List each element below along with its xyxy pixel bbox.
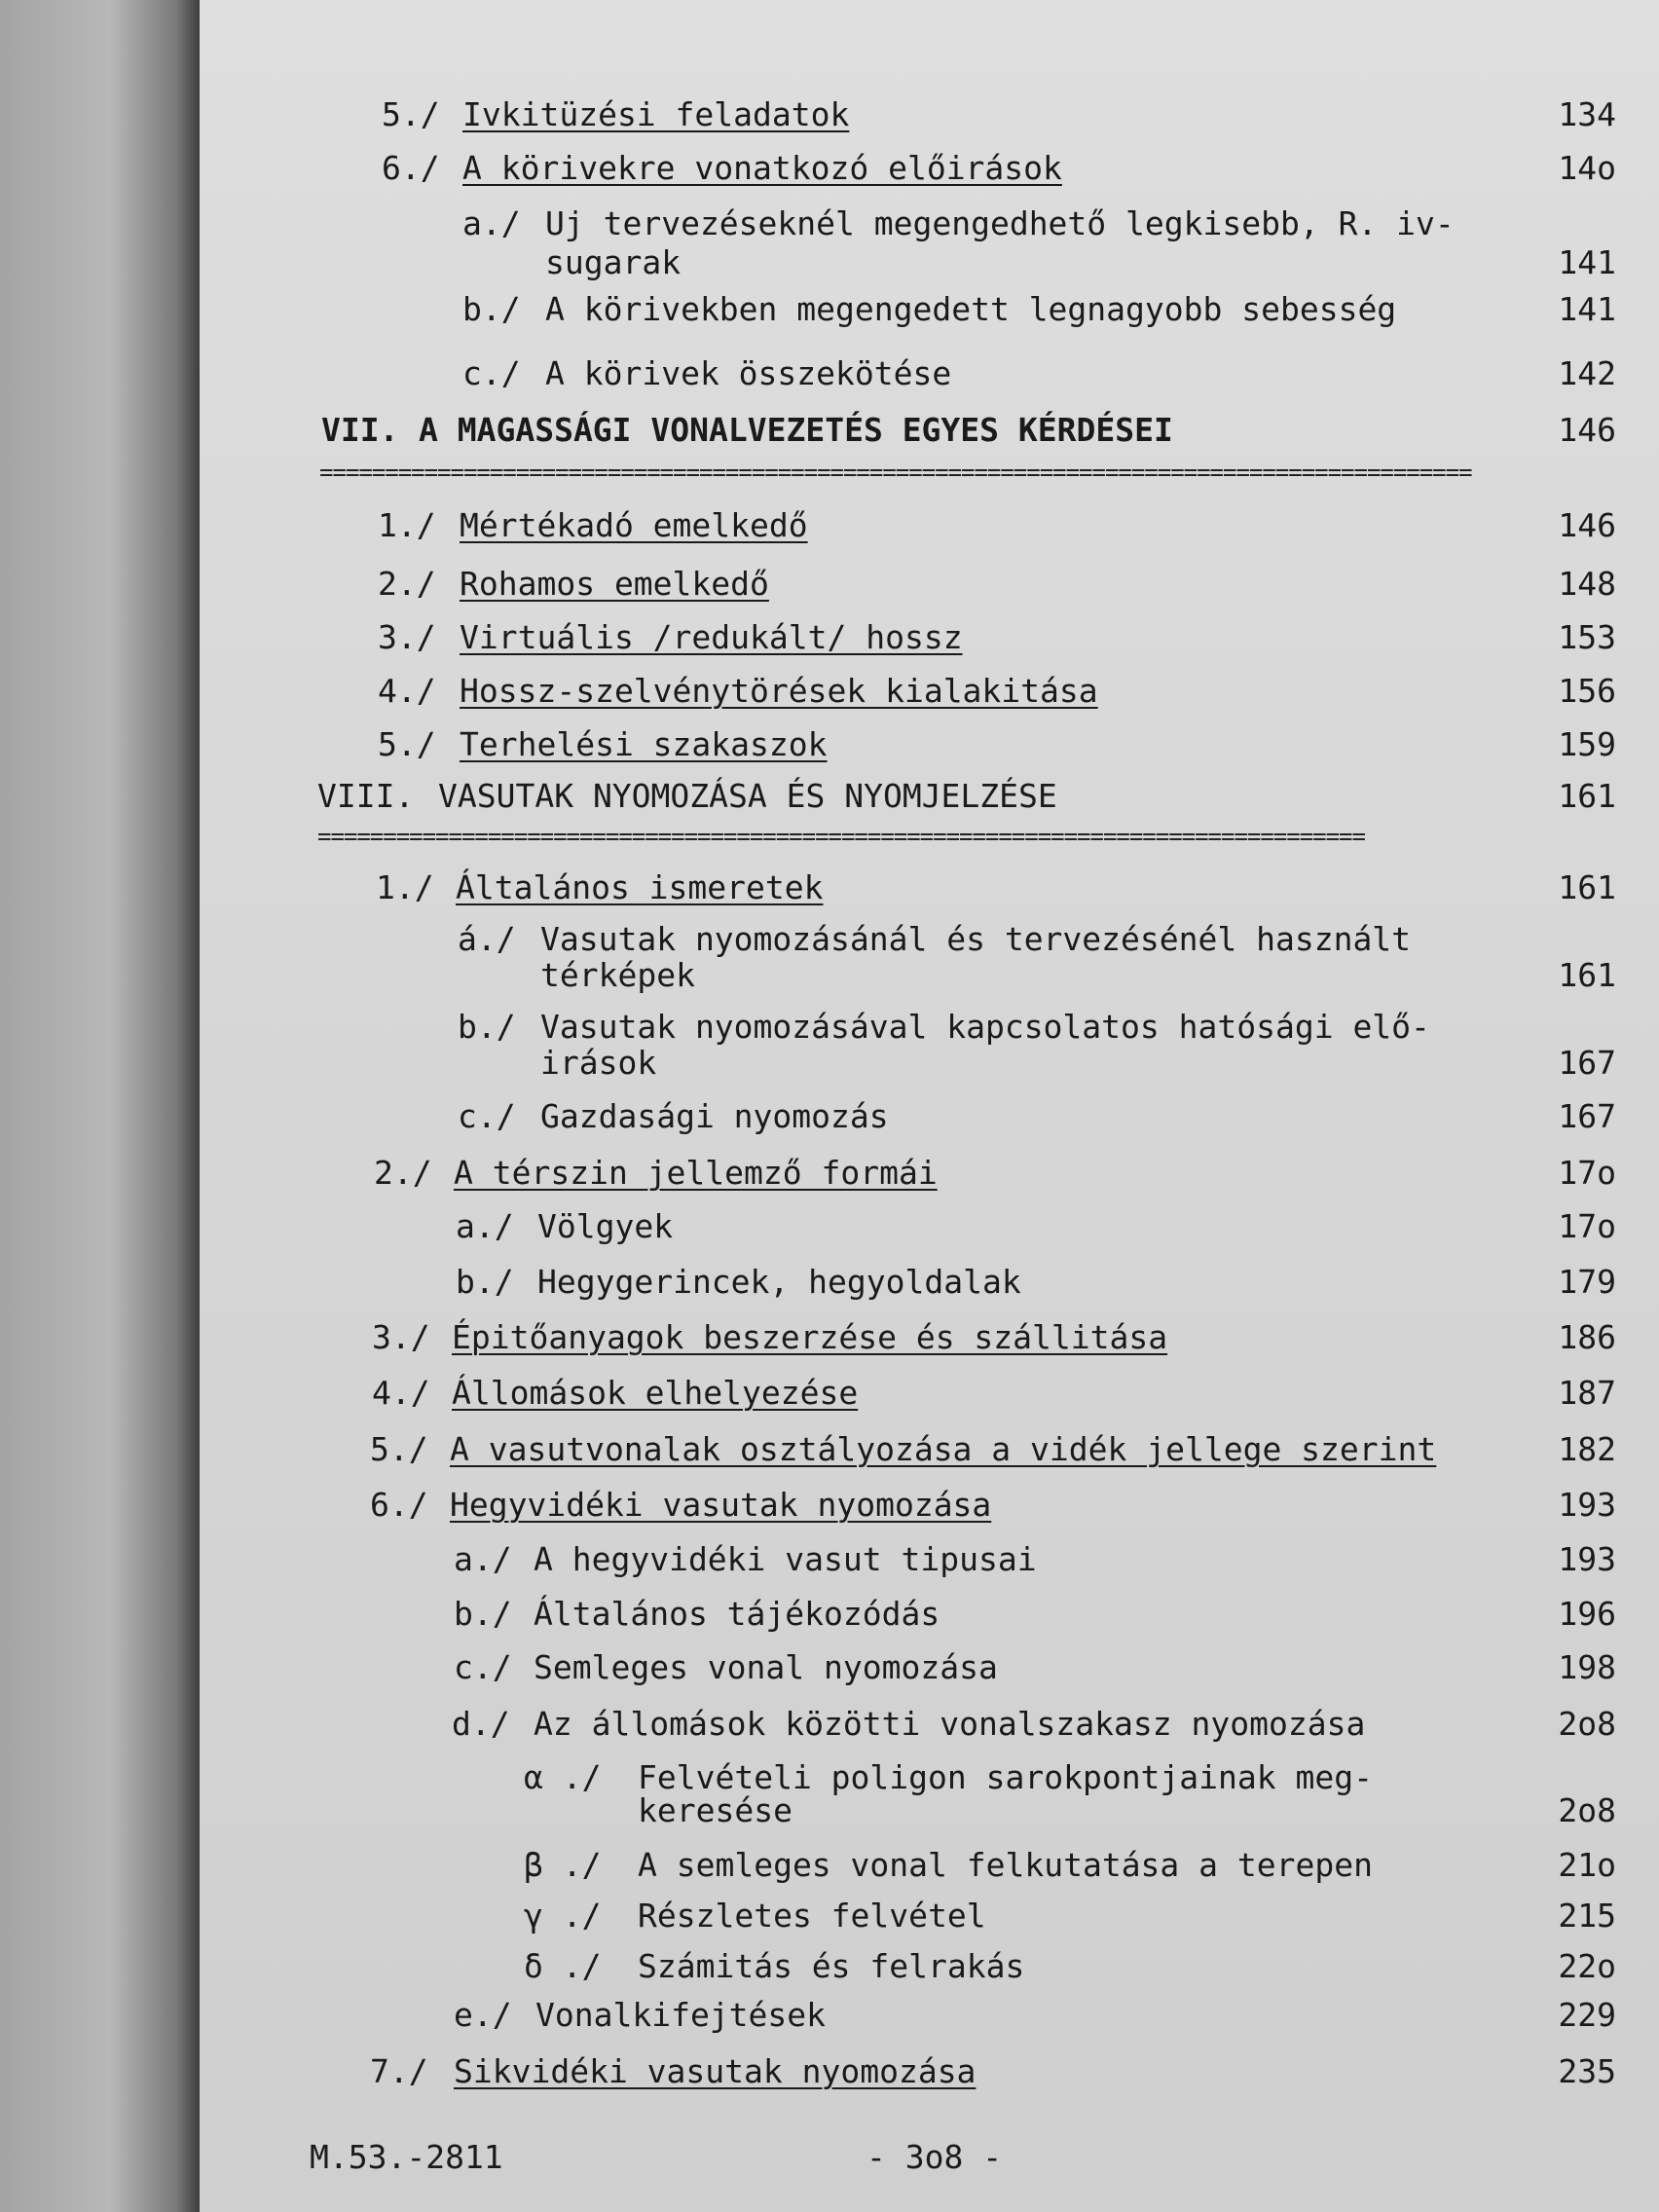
toc-entry-page: 146 [1558,506,1616,544]
toc-entry-page: 14o [1558,149,1616,187]
toc-entry-title: A hegyvidéki vasut tipusai [534,1540,1037,1578]
toc-entry [0,1486,1659,1529]
toc-entry [0,1540,1659,1583]
toc-entry-number: α ./ [524,1758,602,1796]
double-rule-divider: ================================================================================ [317,823,1365,850]
toc-entry-title: Uj tervezéseknél megengedhető legkisebb, R. iv- [545,204,1455,242]
toc-entry-title: Általános tájékozódás [534,1595,940,1633]
toc-entry-page: 193 [1558,1486,1616,1524]
toc-entry-page: 198 [1558,1648,1616,1686]
toc-entry [0,1430,1659,1473]
toc-entry-page: 2o8 [1558,1791,1616,1829]
toc-entry [0,565,1659,608]
toc-entry-page: 156 [1558,672,1616,710]
toc-entry-number: c./ [462,354,521,392]
toc-entry-page: 161 [1558,956,1616,994]
toc-entry-number: 6./ [382,149,440,187]
toc-entry-page: 196 [1558,1595,1616,1633]
toc-entry [0,1318,1659,1361]
toc-entry-title: Az állomások közötti vonalszakasz nyomozása [534,1705,1366,1743]
page-number: - 3o8 - [866,2138,1003,2176]
toc-entry-title: A körivekben megengedett legnagyobb sebesség [545,290,1397,328]
toc-entry-title: Semleges vonal nyomozása [534,1648,998,1686]
toc-entry [0,1374,1659,1417]
toc-entry-number: 2./ [374,1154,432,1192]
toc-chapter-heading [0,777,1659,820]
toc-entry-number: b./ [454,1595,512,1633]
toc-entry-page: 186 [1558,1318,1616,1356]
toc-entry-title: Vonalkifejtések [535,1996,827,2034]
toc-entry-number: c./ [454,1648,512,1686]
toc-entry-page: 193 [1558,1540,1616,1578]
toc-entry-title: Völgyek [537,1207,674,1245]
toc-entry-title: Ivkitüzési feladatok [462,95,850,133]
toc-entry-title: Vasutak nyomozásával kapcsolatos hatósági elő- [540,1008,1430,1046]
toc-entry-title-continued: sugarak [545,243,682,281]
toc-entry-page: 215 [1558,1897,1616,1935]
toc-entry [0,204,1659,247]
toc-entry-number: 5./ [370,1430,428,1468]
toc-entry [0,1846,1659,1889]
toc-entry-number: d./ [452,1705,510,1743]
toc-entry-page: 161 [1558,868,1616,906]
toc-entry-number: 7./ [370,2052,428,2090]
toc-entry-number: á./ [458,920,516,958]
toc-entry-title-continued: térképek [540,956,695,994]
toc-entry [0,1154,1659,1197]
toc-entry-continuation [0,243,1659,286]
toc-entry-number: 5./ [382,95,440,133]
toc-entry-title: Mértékadó emelkedő [460,506,808,544]
toc-entry-continuation [0,1044,1659,1087]
toc-entry [0,1897,1659,1939]
toc-entry [0,95,1659,138]
toc-entry [0,1263,1659,1306]
toc-entry-number: a./ [454,1540,512,1578]
toc-entry-title: Hossz-szelvénytörések kialakitása [460,672,1098,710]
toc-entry-title: Számitás és felrakás [638,1947,1025,1985]
toc-entry-number: b./ [458,1008,516,1046]
toc-chapter-title: A MAGASSÁGI VONALVEZETÉS EGYES KÉRDÉSEI [419,411,1173,449]
double-rule-divider: ======================================================================================== [319,459,1472,486]
toc-entry-number: 2./ [378,565,436,603]
toc-entry [0,868,1659,911]
toc-entry-number: b./ [456,1263,514,1301]
toc-entry-page: 134 [1558,95,1616,133]
toc-entry-title: Részletes felvétel [638,1897,986,1935]
toc-entry-page: 159 [1558,725,1616,763]
toc-entry-title-continued: keresése [638,1791,793,1829]
toc-entry-number: c./ [458,1097,516,1135]
toc-entry [0,1996,1659,2039]
toc-entry-title: Hegygerincek, hegyoldalak [537,1263,1021,1301]
toc-entry-number: γ ./ [524,1897,602,1935]
toc-entry-title: A vasutvonalak osztályozása a vidék jellege szerint [450,1430,1437,1468]
toc-entry-number: β ./ [524,1846,602,1884]
toc-entry [0,1648,1659,1691]
toc-entry [0,672,1659,715]
toc-entry-page: 17o [1558,1207,1616,1245]
toc-entry-page: 235 [1558,2052,1616,2090]
toc-entry-title: A semleges vonal felkutatása a terepen [638,1846,1373,1884]
toc-entry-page: 148 [1558,565,1616,603]
toc-entry [0,290,1659,333]
toc-chapter-number: VIII. [317,777,415,815]
toc-entry-title: Épitőanyagok beszerzése és szállitása [452,1318,1168,1356]
toc-entry-page: 21o [1558,1846,1616,1884]
toc-entry [0,1097,1659,1140]
toc-entry [0,1595,1659,1638]
toc-entry-title: Gazdasági nyomozás [540,1097,889,1135]
toc-entry-title: Rohamos emelkedő [460,565,769,603]
toc-entry-number: 3./ [378,618,436,656]
toc-entry-title: Vasutak nyomozásánál és tervezésénél használt [540,920,1412,958]
toc-entry-title: A térszin jellemző formái [454,1154,938,1192]
toc-entry-title: A körivek összekötése [545,354,952,392]
toc-chapter-number: VII. [321,411,399,449]
toc-entry [0,354,1659,397]
toc-entry-number: b./ [462,290,521,328]
toc-chapter-title: VASUTAK NYOMOZÁSA ÉS NYOMJELZÉSE [438,777,1057,815]
toc-entry [0,2052,1659,2095]
toc-entry-number: 1./ [376,868,434,906]
toc-entry [0,1705,1659,1748]
toc-entry-page: 179 [1558,1263,1616,1301]
toc-entry [0,618,1659,661]
toc-entry-number: 5./ [378,725,436,763]
toc-entry [0,725,1659,768]
toc-entry-continuation [0,1791,1659,1834]
toc-entry-page: 141 [1558,290,1616,328]
toc-entry-page: 17o [1558,1154,1616,1192]
toc-entry-page: 2o8 [1558,1705,1616,1743]
toc-entry-page: 167 [1558,1044,1616,1082]
document-code: M.53.-2811 [310,2138,503,2176]
toc-entry-title: Felvételi poligon sarokpontjainak meg- [638,1758,1373,1796]
toc-entry-page: 141 [1558,243,1616,281]
toc-entry-page: 142 [1558,354,1616,392]
toc-chapter-heading [0,411,1659,454]
toc-entry-title: Hegyvidéki vasutak nyomozása [450,1486,992,1524]
toc-entry-title-continued: irások [540,1044,657,1082]
toc-entry-number: 3./ [372,1318,430,1356]
toc-entry [0,1947,1659,1990]
toc-entry [0,506,1659,549]
toc-entry-title: Általános ismeretek [456,868,824,906]
toc-entry-page: 146 [1558,411,1616,449]
toc-entry-page: 187 [1558,1374,1616,1412]
toc-entry-number: e./ [454,1996,512,2034]
toc-entry-number: δ ./ [524,1947,602,1985]
toc-entry-title: Virtuális /redukált/ hossz [460,618,963,656]
toc-entry-title: Állomások elhelyezése [452,1374,859,1412]
toc-entry-page: 161 [1558,777,1616,815]
toc-entry-number: a./ [456,1207,514,1245]
toc-entry-number: 6./ [370,1486,428,1524]
toc-entry-title: Terhelési szakaszok [460,725,828,763]
toc-entry-number: 4./ [372,1374,430,1412]
toc-entry-number: a./ [462,204,521,242]
toc-entry-title: Sikvidéki vasutak nyomozása [454,2052,977,2090]
toc-entry-number: 4./ [378,672,436,710]
toc-entry-page: 229 [1558,1996,1616,2034]
toc-entry-continuation [0,956,1659,999]
toc-entry-page: 153 [1558,618,1616,656]
toc-entry-page: 182 [1558,1430,1616,1468]
toc-entry-number: 1./ [378,506,436,544]
toc-entry-title: A körivekre vonatkozó előirások [462,149,1062,187]
toc-entry [0,1207,1659,1250]
toc-entry-page: 22o [1558,1947,1616,1985]
toc-entry-page: 167 [1558,1097,1616,1135]
toc-entry [0,149,1659,192]
